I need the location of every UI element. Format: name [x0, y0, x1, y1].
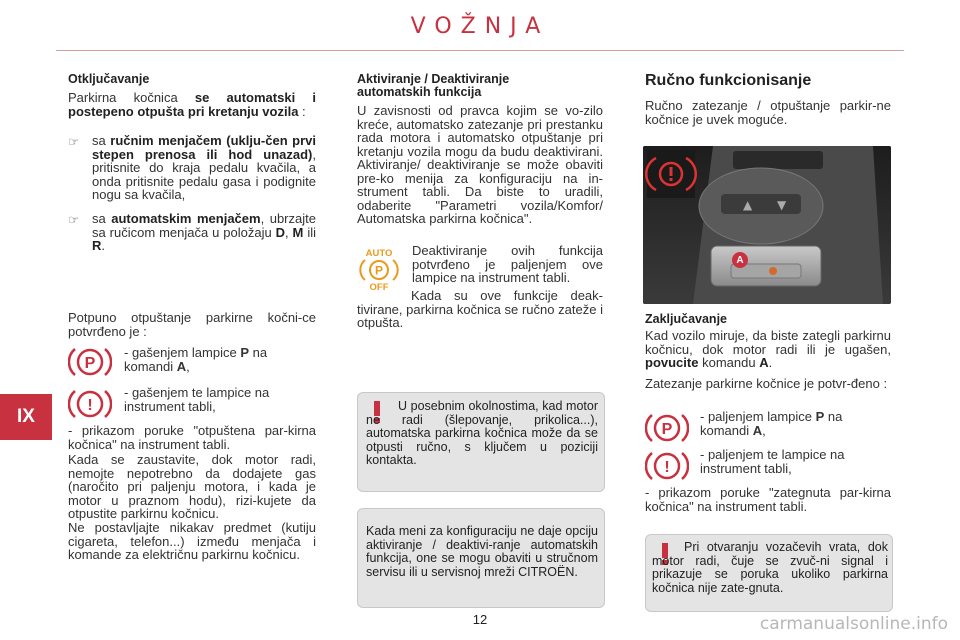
- release-item-panel-lamp: - gašenjem te lampice na instrument tabli,: [124, 385, 270, 414]
- info-note-text: Kada meni za konfiguraciju ne daje opciju aktiviranje / deaktivi-ranje automatskih funkcija, one se mogu obaviti u stručnom servisu ili u servisnoj mreži CITROËN.: [366, 524, 598, 579]
- lock-item-lamp: - paljenjem lampice P na komandi A,: [700, 409, 843, 438]
- locking-paragraph: Kad vozilo miruje, da biste zategli parkirnu kočnicu, dok motor radi ili je ugašen, povucite komandu A.: [645, 328, 891, 370]
- hand-pointer-icon: ☞: [68, 135, 80, 149]
- auto-icon-p: P: [374, 263, 384, 278]
- svg-text:P: P: [661, 421, 673, 438]
- warning-note-text: U posebnim okolnostima, kad motor ne radi (šlepovanje, prikolica...), automatska parkirna kočnica može da se otpusti ručno, s ključem u poziciji kontakta.: [366, 399, 598, 467]
- brake-warning-icon: [645, 448, 689, 484]
- locking-confirm: Zatezanje parkirne kočnice je potvr-đeno :: [645, 376, 888, 391]
- control-a-marker: A: [732, 252, 748, 268]
- parking-brake-p-icon: [645, 410, 689, 446]
- svg-text:▲: ▲: [743, 198, 753, 212]
- svg-text:P: P: [84, 355, 96, 372]
- warning-note-towing: [357, 392, 605, 492]
- locking-heading: Zaključavanje: [645, 312, 727, 326]
- page-title: VOŽNJA: [410, 14, 550, 39]
- unlock-heading: Otključavanje: [68, 72, 150, 86]
- release-item-message: - prikazom poruke "otpuštena par-kirna kočnica" na instrument tabli.: [68, 423, 316, 452]
- chapter-tab[interactable]: IX: [0, 394, 52, 440]
- release-item-lamp: - gašenjem lampice P na komandi A,: [124, 345, 268, 374]
- manual-operation-intro: Ručno zatezanje / otpuštanje parkir-ne kočnice je uvek moguće.: [645, 98, 891, 127]
- header-divider: [56, 50, 904, 51]
- release-intro: Potpuno otpuštanje parkirne kočni-ce potvrđeno je :: [68, 310, 316, 339]
- automatic-gearbox-bullet: sa automatskim menjačem, ubrzajte sa ručicom menjača u položaju D, M ili R.: [92, 211, 316, 253]
- page-number: 12: [472, 612, 488, 627]
- auto-icon-label: AUTO: [365, 248, 393, 259]
- manual-operation-heading: Ručno funkcionisanje: [645, 72, 812, 89]
- manual-mode-paragraph: Kada su ove funkcije deak-tivirane, parkirna kočnica se ručno zateže i otpušta.: [357, 288, 603, 330]
- hand-pointer-icon: ☞: [68, 213, 80, 227]
- warning-note-text: Pri otvaranju vozačevih vrata, dok motor radi, čuje se zvuč-ni signal i prikazuje se poruka ukoliko parkirna kočnica nije zate-gnuta.: [652, 540, 888, 595]
- lock-item-message: - prikazom poruke "zategnuta par-kirna kočnica" na instrument tabli.: [645, 485, 891, 514]
- watermark: carmanualsonline.info: [759, 614, 948, 634]
- parking-brake-p-icon: [68, 344, 112, 380]
- object-caution-paragraph: Ne postavljajte nikakav predmet (kutiju cigareta, telefon...) između menjača i komande za električnu parkirnu kočnicu.: [68, 520, 316, 562]
- manual-gearbox-bullet: sa ručnim menjačem (uklju-čen prvi stepen prenosa ili hod unazad), pritisnite do kraja pedalu kvačila, a onda pritisnite pedalu gasa i podignite nogu sa kvačila,: [92, 133, 316, 202]
- auto-off-icon: [357, 246, 401, 292]
- brake-warning-icon: [68, 386, 112, 422]
- svg-text:▼: ▼: [777, 198, 787, 212]
- lock-item-panel-lamp: - paljenjem te lampice na instrument tabli,: [700, 447, 845, 476]
- deactivation-confirm: Deaktiviranje ovih funkcija potvrđeno je paljenjem ove lampice na instrument tabli.: [412, 243, 603, 285]
- parking-brake-console-photo: [643, 146, 891, 304]
- unlock-intro: Parkirna kočnica se automatski i postepeno otpušta pri kretanju vozila :: [68, 90, 316, 119]
- warning-note-door: [645, 534, 893, 612]
- auto-functions-paragraph: U zavisnosti od pravca kojim se vo-zilo kreće, automatsko zatezanje pri prestanku rada motora i automatsko otpuštanje pri kretanju vozila mogu da budu deaktivirani. Aktiviranje/ deaktiviranje se može obaviti pre-ko menija za konfiguraciju na in-strument tabli. Da biste to uradili, odaberite "Parametri vozila/Komfor/ Automatska parkirna kočnica".: [357, 103, 603, 226]
- svg-text:!: !: [87, 397, 93, 414]
- throttle-caution-paragraph: Kada se zaustavite, dok motor radi, nemojte nepotrebno da dodajete gas (naročito pri paljenju motora, i kada je motor u praznom hodu), rizi-kujete da otpustite parkirnu kočnicu.: [68, 452, 316, 521]
- auto-functions-heading: Aktiviranje / Deaktiviranje automatskih funkcija: [357, 72, 510, 99]
- info-note-service: [357, 508, 605, 608]
- svg-text:!: !: [664, 459, 670, 476]
- off-icon-label: OFF: [369, 282, 389, 292]
